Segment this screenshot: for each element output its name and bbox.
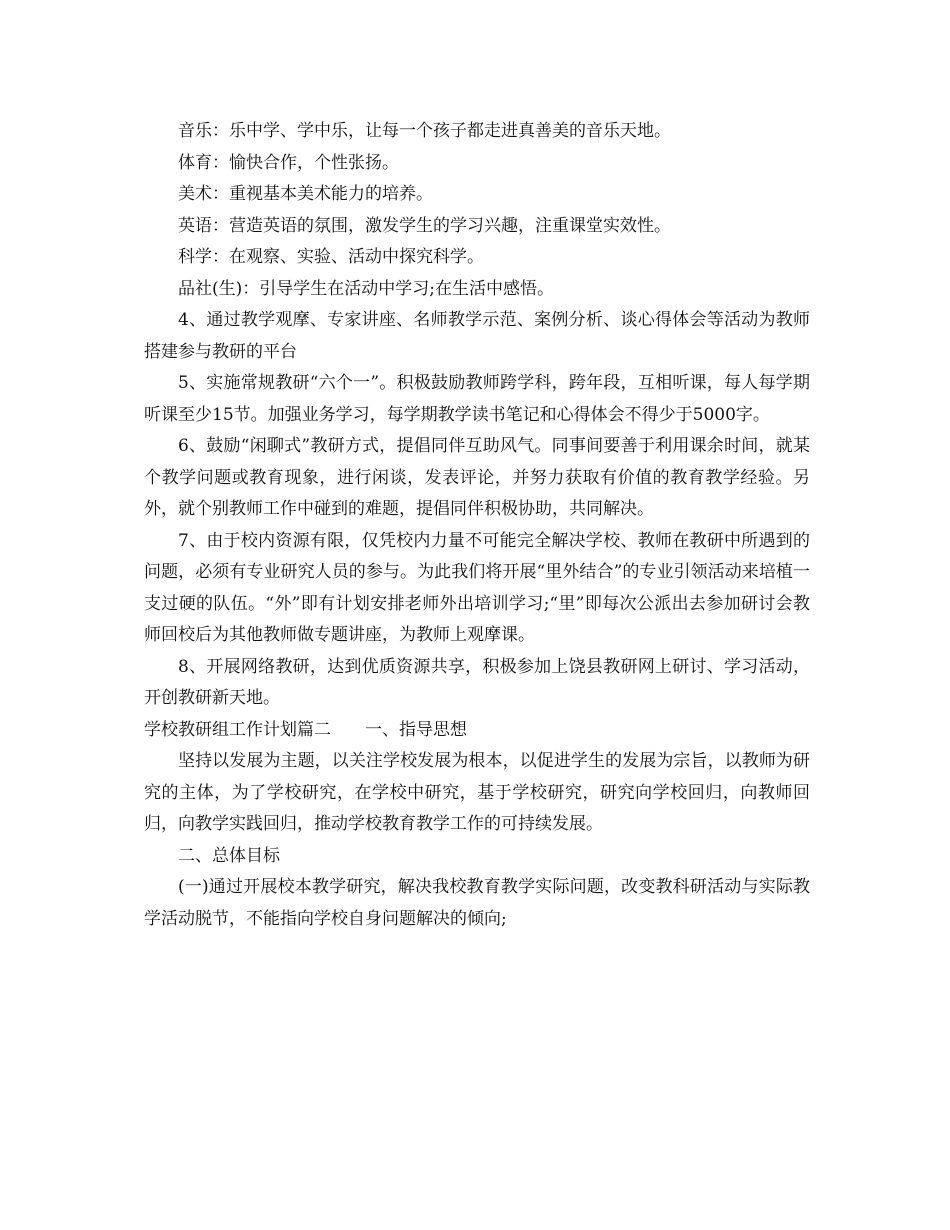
paragraph-music: 音乐：乐中学、学中乐，让每一个孩子都走进真善美的音乐天地。 (178, 121, 671, 141)
paragraph-art: 美术：重视基本美术能力的培养。 (178, 184, 433, 204)
paragraph-item-8: 8、开展网络教研，达到优质资源共享，积极参加上饶县教研网上研讨、学习活动，开创教研新天地。 (144, 656, 810, 708)
paragraph-social: 品社(生)：引导学生在活动中学习;在生活中感悟。 (178, 278, 554, 299)
section-heading-overall-goal: 二、总体目标 (178, 845, 280, 866)
document-body (144, 116, 810, 935)
section-heading-part-two: 学校教研组工作计划篇二 一、指导思想 (144, 719, 467, 740)
paragraph-guiding-thought: 坚持以发展为主题，以关注学校发展为根本，以促进学生的发展为宗旨，以教师为研究的主体，为了学校研究，在学校中研究，基于学校研究，研究向学校回归，向教师回归，向教学实践回归，推动学校教育教学工作的可持续发展。 (144, 751, 810, 834)
paragraph-item-7: 7、由于校内资源有限，仅凭校内力量不可能完全解决学校、教师在教研中所遇到的问题，必须有专业研究人员的参与。为此我们将开展“里外结合”的专业引领活动来培植一支过硬的队伍。“外”即有计划安排老师外出培训学习;“里”即每次公派出去参加研讨会教师回校后为其他教师做专题讲座，为教师上观摩课。 (144, 530, 810, 645)
paragraph-item-5: 5、实施常规教研“六个一”。积极鼓励教师跨学科，跨年段，互相听课，每人每学期听课至少15节。加强业务学习，每学期教学读书笔记和心得体会不得少于5000字。 (144, 373, 810, 425)
paragraph-item-6: 6、鼓励“闲聊式”教研方式，提倡同伴互助风气。同事间要善于利用课余时间，就某个教学问题或教育现象，进行闲谈，发表评论，并努力获取有价值的教育教学经验。另外，就个别教师工作中碰到的难题，提倡同伴积极协助，共同解决。 (144, 436, 810, 519)
paragraph-pe: 体育：愉快合作，个性张扬。 (178, 152, 399, 173)
paragraph-english: 英语：营造英语的氛围，激发学生的学习兴趣，注重课堂实效性。 (178, 215, 671, 236)
paragraph-goal-1: (一)通过开展校本教学研究，解决我校教育教学实际问题，改变教科研活动与实际教学活动脱节，不能指向学校自身问题解决的倾向; (144, 877, 810, 929)
paragraph-item-4: 4、通过教学观摩、专家讲座、名师教学示范、案例分析、谈心得体会等活动为教师搭建参与教研的平台 (144, 310, 810, 362)
paragraph-science: 科学：在观察、实验、活动中探究科学。 (178, 247, 484, 267)
